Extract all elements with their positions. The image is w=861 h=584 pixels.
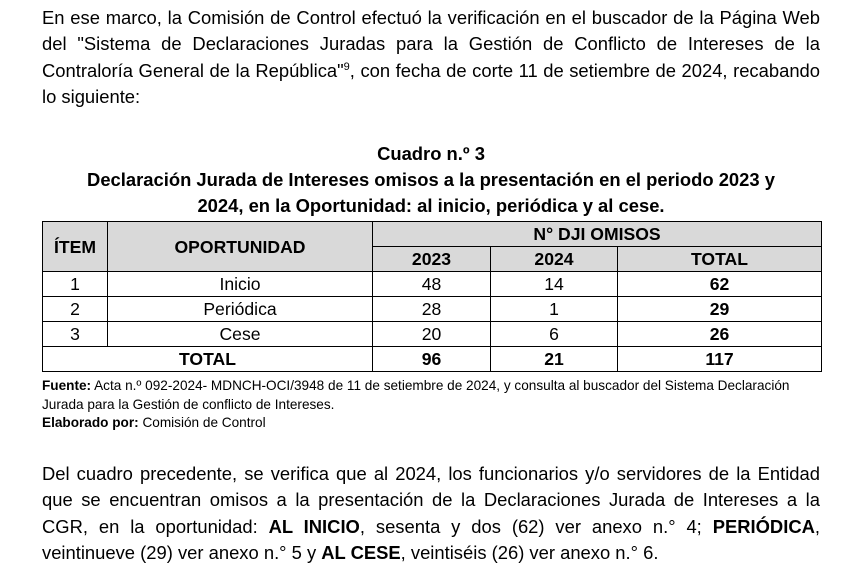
cell-total: 62	[618, 272, 822, 297]
source-label: Fuente:	[42, 378, 92, 393]
table-row	[43, 322, 822, 347]
header-row-1	[43, 222, 822, 247]
cell-oportunidad: Inicio	[108, 272, 373, 297]
table-caption	[42, 141, 820, 220]
header-oportunidad: OPORTUNIDAD	[108, 222, 373, 272]
cell-oportunidad: Cese	[108, 322, 373, 347]
cell-item: 2	[43, 297, 108, 322]
conclusion-text-3: , veintinueve (29) ver anexo n.° 5 y	[42, 515, 821, 564]
cell-2023: 20	[373, 322, 491, 347]
cell-oportunidad: Periódica	[108, 297, 373, 322]
table-title-line-2: 2024, en la Oportunidad: al inicio, periódica y al cese.	[197, 195, 665, 217]
cell-2023: 48	[373, 272, 491, 297]
conclusion-paragraph	[42, 461, 820, 567]
conclusion-bold-inicio: AL INICIO	[268, 515, 360, 537]
table-notes	[42, 377, 820, 433]
prepared-note	[42, 414, 820, 433]
table-row	[43, 272, 822, 297]
total-row	[43, 347, 822, 372]
source-text: Acta n.º 092-2024- MDNCH-OCI/3948 de 11 de setiembre de 2024, y consulta al buscador del Sistema Declaración Jurada para la Gestión de conflicto de Intereses.	[42, 378, 790, 412]
cell-2024: 6	[491, 322, 618, 347]
conclusion-bold-cese: AL CESE	[321, 542, 401, 564]
cell-total: 26	[618, 322, 822, 347]
conclusion-bold-periodica: PERIÓDICA	[712, 515, 815, 537]
header-item: ÍTEM	[43, 222, 108, 272]
total-2023: 96	[373, 347, 491, 372]
conclusion-text-4: , veintiséis (26) ver anexo n.° 6.	[400, 542, 659, 564]
table-title-line-1: Declaración Jurada de Intereses omisos a la presentación en el periodo 2023 y	[87, 169, 775, 191]
dji-omisos-table	[42, 221, 822, 372]
cell-total: 29	[618, 297, 822, 322]
total-total: 117	[618, 347, 822, 372]
prepared-text: Comisión de Control	[138, 415, 266, 430]
prepared-label: Elaborado por:	[42, 415, 139, 430]
cell-item: 3	[43, 322, 108, 347]
cell-2024: 1	[491, 297, 618, 322]
footnote-ref[interactable]: 9	[343, 60, 350, 73]
intro-paragraph	[42, 5, 820, 111]
intro-text: En ese marco, la Comisión de Control efectuó la verificación en el buscador de la Página Web del "Sistema de Declaraciones Juradas para la Gestión de Conflicto de Intereses de la Contraloría General de la República"	[42, 7, 820, 81]
cell-item: 1	[43, 272, 108, 297]
source-note	[42, 377, 820, 414]
conclusion-text-1: Del cuadro precedente, se verifica que al 2024, los funcionarios y/o servidores de la Entidad que se encuentran omisos a la presentación de la Declaraciones Jurada de Intereses a la CGR, en la oportunidad:	[42, 463, 820, 537]
intro-text-end: , con fecha de corte 11 de setiembre de 2024, recabando lo siguiente:	[42, 59, 820, 108]
cell-2024: 14	[491, 272, 618, 297]
cell-2023: 28	[373, 297, 491, 322]
header-2023: 2023	[373, 247, 491, 272]
table-row	[43, 297, 822, 322]
table-number: Cuadro n.º 3	[377, 143, 485, 164]
header-total: TOTAL	[618, 247, 822, 272]
header-2024: 2024	[491, 247, 618, 272]
conclusion-text-2: , sesenta y dos (62) ver anexo n.° 4;	[359, 515, 713, 537]
total-label: TOTAL	[43, 347, 373, 372]
total-2024: 21	[491, 347, 618, 372]
header-dji-omisos: N° DJI OMISOS	[373, 222, 822, 247]
